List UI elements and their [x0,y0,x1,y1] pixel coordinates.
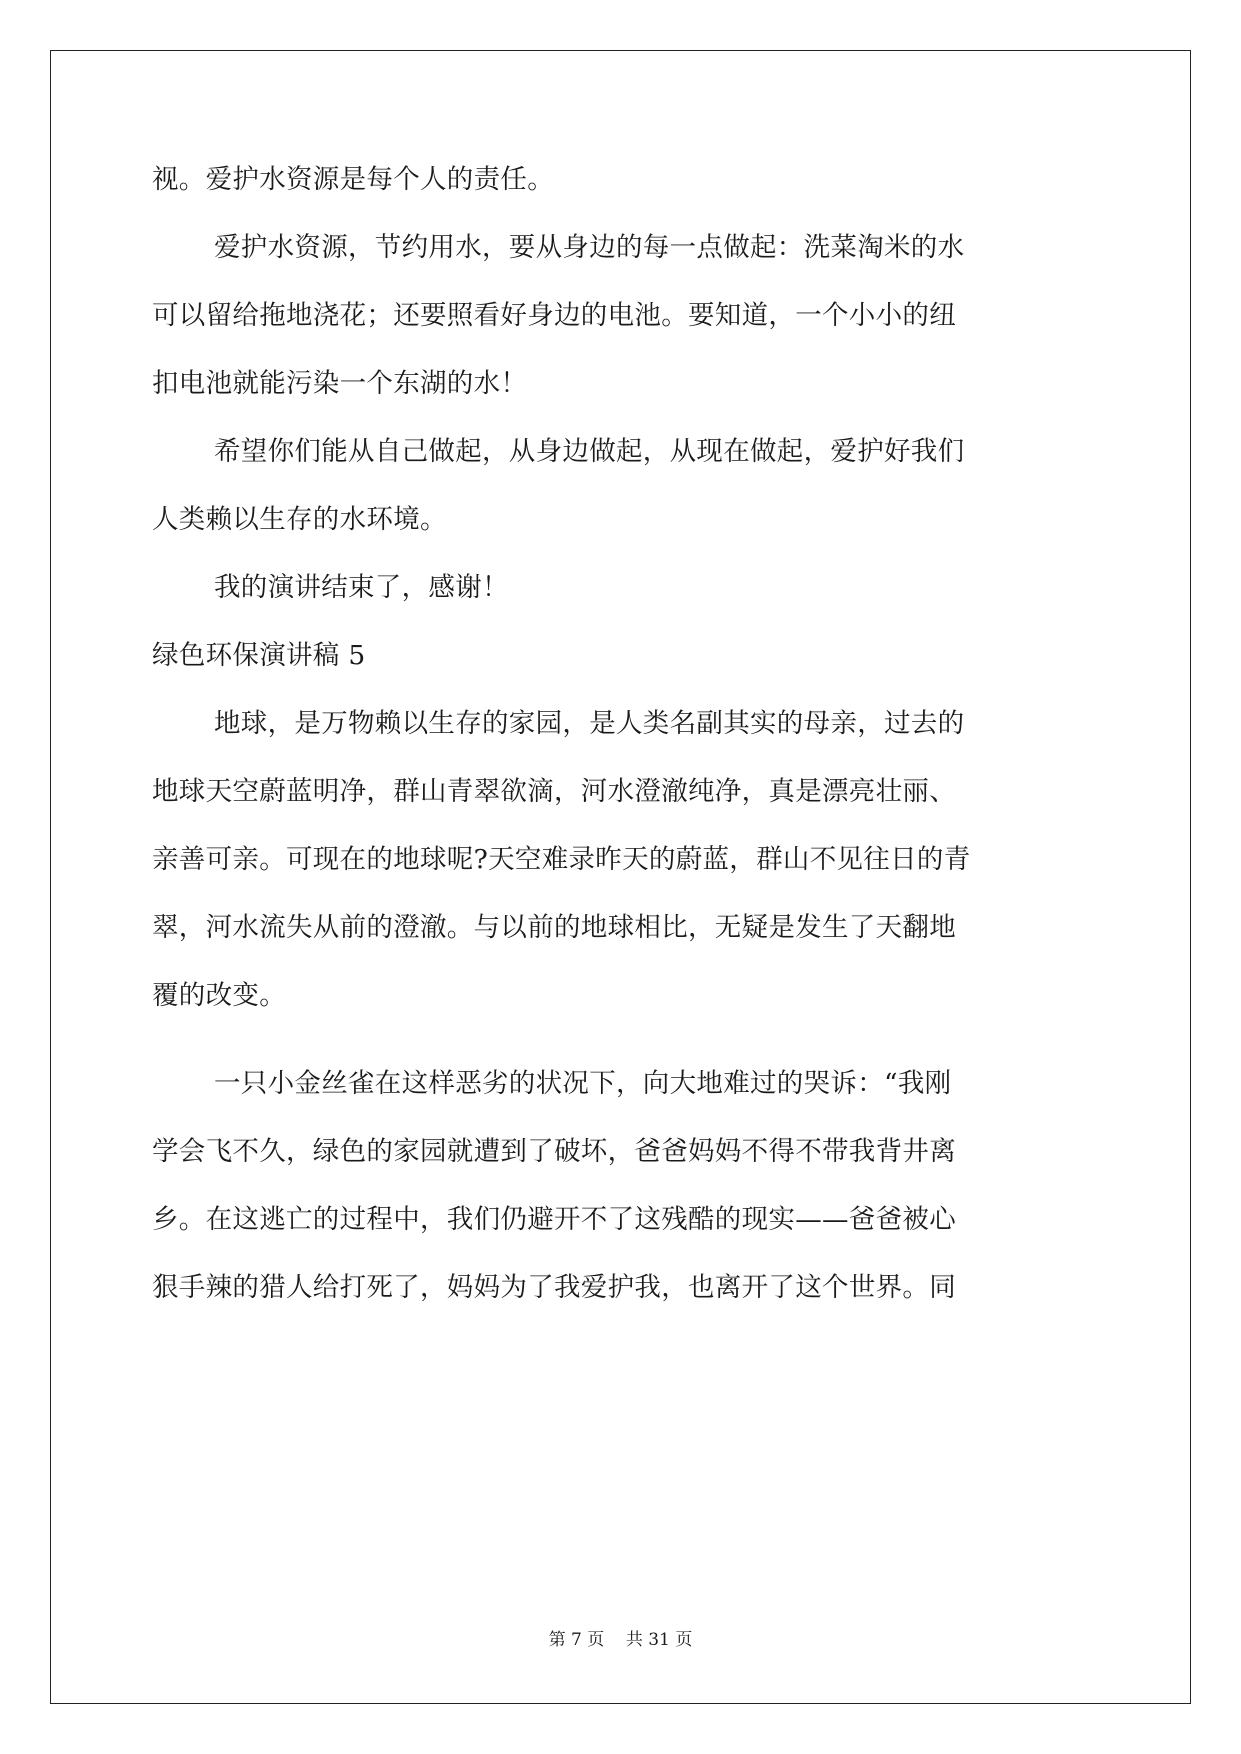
body-line: 覆的改变。 [152,980,286,1011]
body-line: 亲善可亲。可现在的地球呢?天空难录昨天的蔚蓝，群山不见往日的青 [152,844,971,875]
section-heading: 绿色环保演讲稿 5 [152,640,366,671]
body-line: 视。爱护水资源是每个人的责任。 [152,164,554,195]
paragraph-first-line: 希望你们能从自己做起，从身边做起，从现在做起，爱护好我们 [214,436,965,467]
body-line: 可以留给拖地浇花；还要照看好身边的电池。要知道，一个小小的纽 [152,300,956,331]
body-line: 学会飞不久，绿色的家园就遭到了破坏，爸爸妈妈不得不带我背井离 [152,1136,956,1167]
body-line: 狠手辣的猎人给打死了，妈妈为了我爱护我，也离开了这个世界。同 [152,1272,956,1303]
paragraph-first-line: 一只小金丝雀在这样恶劣的状况下，向大地难过的哭诉：“我刚 [214,1068,952,1099]
paragraph-first-line: 地球，是万物赖以生存的家园，是人类名副其实的母亲，过去的 [214,708,965,739]
paragraph-first-line: 我的演讲结束了，感谢！ [214,572,509,603]
body-line: 扣电池就能污染一个东湖的水！ [152,368,528,399]
body-line: 人类赖以生存的水环境。 [152,504,447,535]
body-line: 翠，河水流失从前的澄澈。与以前的地球相比，无疑是发生了天翻地 [152,912,956,943]
paragraph-first-line: 爱护水资源，节约用水，要从身边的每一点做起：洗菜淘米的水 [214,232,965,263]
body-line: 地球天空蔚蓝明净，群山青翠欲滴，河水澄澈纯净，真是漂亮壮丽、 [152,776,956,807]
page-number-footer: 第 7 页 共 31 页 [548,1630,693,1650]
body-line: 乡。在这逃亡的过程中，我们仍避开不了这残酷的现实——爸爸被心 [152,1204,956,1235]
